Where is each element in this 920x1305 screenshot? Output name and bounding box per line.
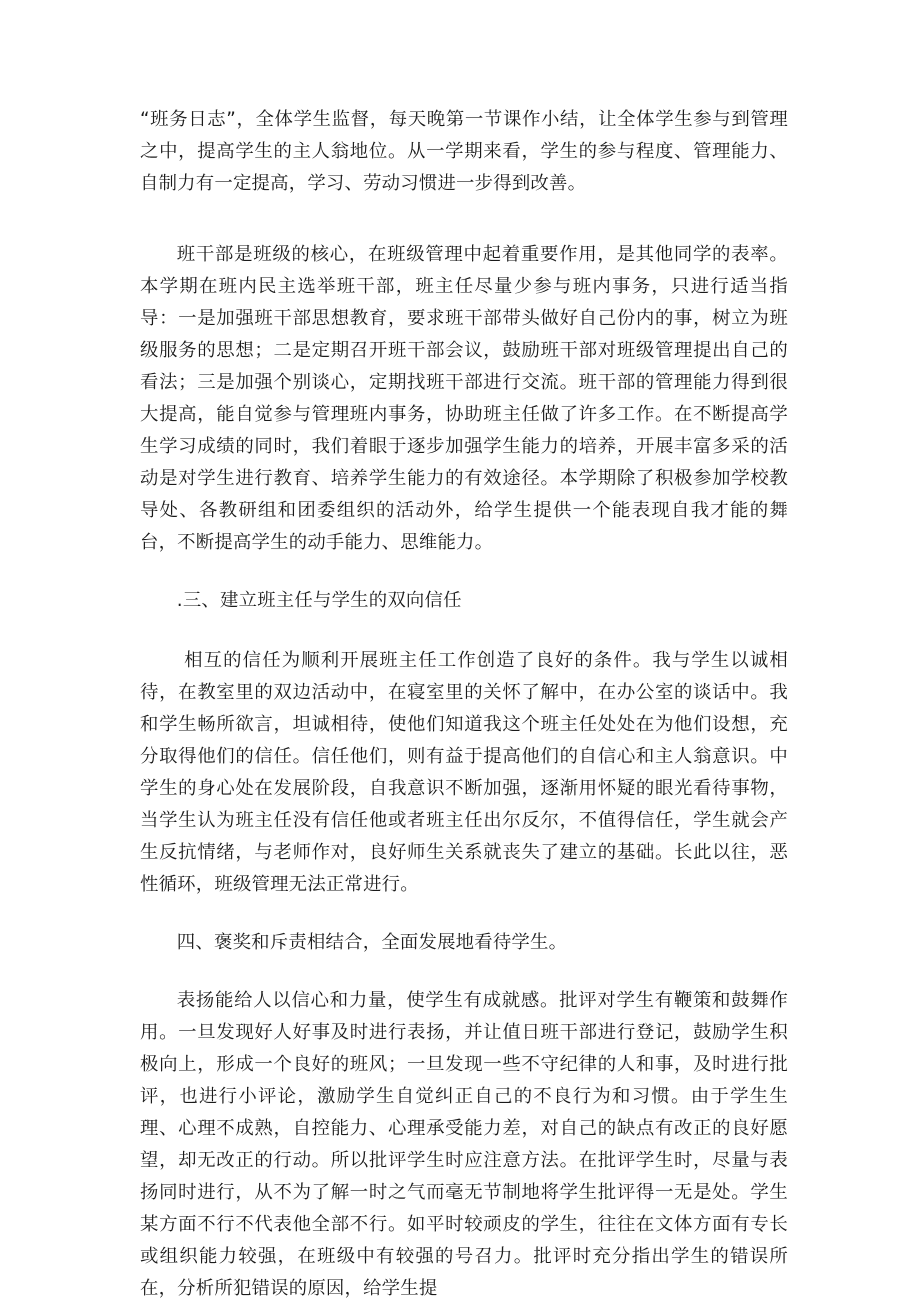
paragraph-class-cadres: 班干部是班级的核心，在班级管理中起着重要作用，是其他同学的表率。本学期在班内民主选举班干部，班主任尽量少参与班内事务，只进行适当指导：一是加强班干部思想教育，要求班干部带头做好自己份内的事，树立为班级服务的思想；二是定期召开班干部会议，鼓励班干部对班级管理提出自己的看法；三是加强个别谈心，定期找班干部进行交流。班干部的管理能力得到很大提高，能自觉参与管理班内事务，协助班主任做了许多工作。在不断提高学生学习成绩的同时，我们着眼于逐步加强学生能力的培养，开展丰富多采的活动是对学生进行教育、培养学生能力的有效途径。本学期除了积极参加学校教导处、各教研组和团委组织的活动外，给学生提供一个能表现自我才能的舞台，不断提高学生的动手能力、思维能力。 <box>140 244 788 553</box>
document-body <box>140 104 788 1305</box>
section-heading-mutual-trust: .三、建立班主任与学生的双向信任 <box>176 590 462 611</box>
paragraph-praise-criticism: 表扬能给人以信心和力量，使学生有成就感。批评对学生有鞭策和鼓舞作用。一旦发现好人好事及时进行表扬，并让值日班干部进行登记，鼓励学生积极向上，形成一个良好的班风；一旦发现一些不守纪律的人和事，及时进行批评，也进行小评论，激励学生自觉纠正自己的不良行为和习惯。由于学生生理、心理不成熟，自控能力、心理承受能力差，对自己的缺点有改正的良好愿望，却无改正的行动。所以批评学生时应注意方法。在批评学生时，尽量与表扬同时进行，从不为了解一时之气而毫无节制地将学生批评得一无是处。学生某方面不行不代表他全部不行。如平时较顽皮的学生，往往在文体方面有专长或组织能力较强，在班级中有较强的号召力。批评时充分指出学生的错误所在，分析所犯错误的原因，给学生提 <box>140 990 788 1299</box>
paragraph-class-log: “班务日志”，全体学生监督，每天晚第一节课作小结，让全体学生参与到管理之中，提高学生的主人翁地位。从一学期来看，学生的参与程度、管理能力、自制力有一定提高，学习、劳动习惯进一步得到改善。 <box>140 109 788 194</box>
section-heading-praise-criticism: 四、褒奖和斥责相结合，全面发展地看待学生。 <box>176 932 568 953</box>
paragraph-mutual-trust: 相互的信任为顺利开展班主任工作创造了良好的条件。我与学生以诚相待，在教室里的双边活动中，在寝室里的关怀了解中，在办公室的谈话中。我和学生畅所欲言，坦诚相待，使他们知道我这个班主任处处在为他们设想，充分取得他们的信任。信任他们，则有益于提高他们的自信心和主人翁意识。中学生的身心处在发展阶段，自我意识不断加强，逐渐用怀疑的眼光看待事物，当学生认为班主任没有信任他或者班主任出尔反尔，不值得信任，学生就会产生反抗情绪，与老师作对，良好师生关系就丧失了建立的基础。长此以往，恶性循环，班级管理无法正常进行。 <box>140 650 788 895</box>
